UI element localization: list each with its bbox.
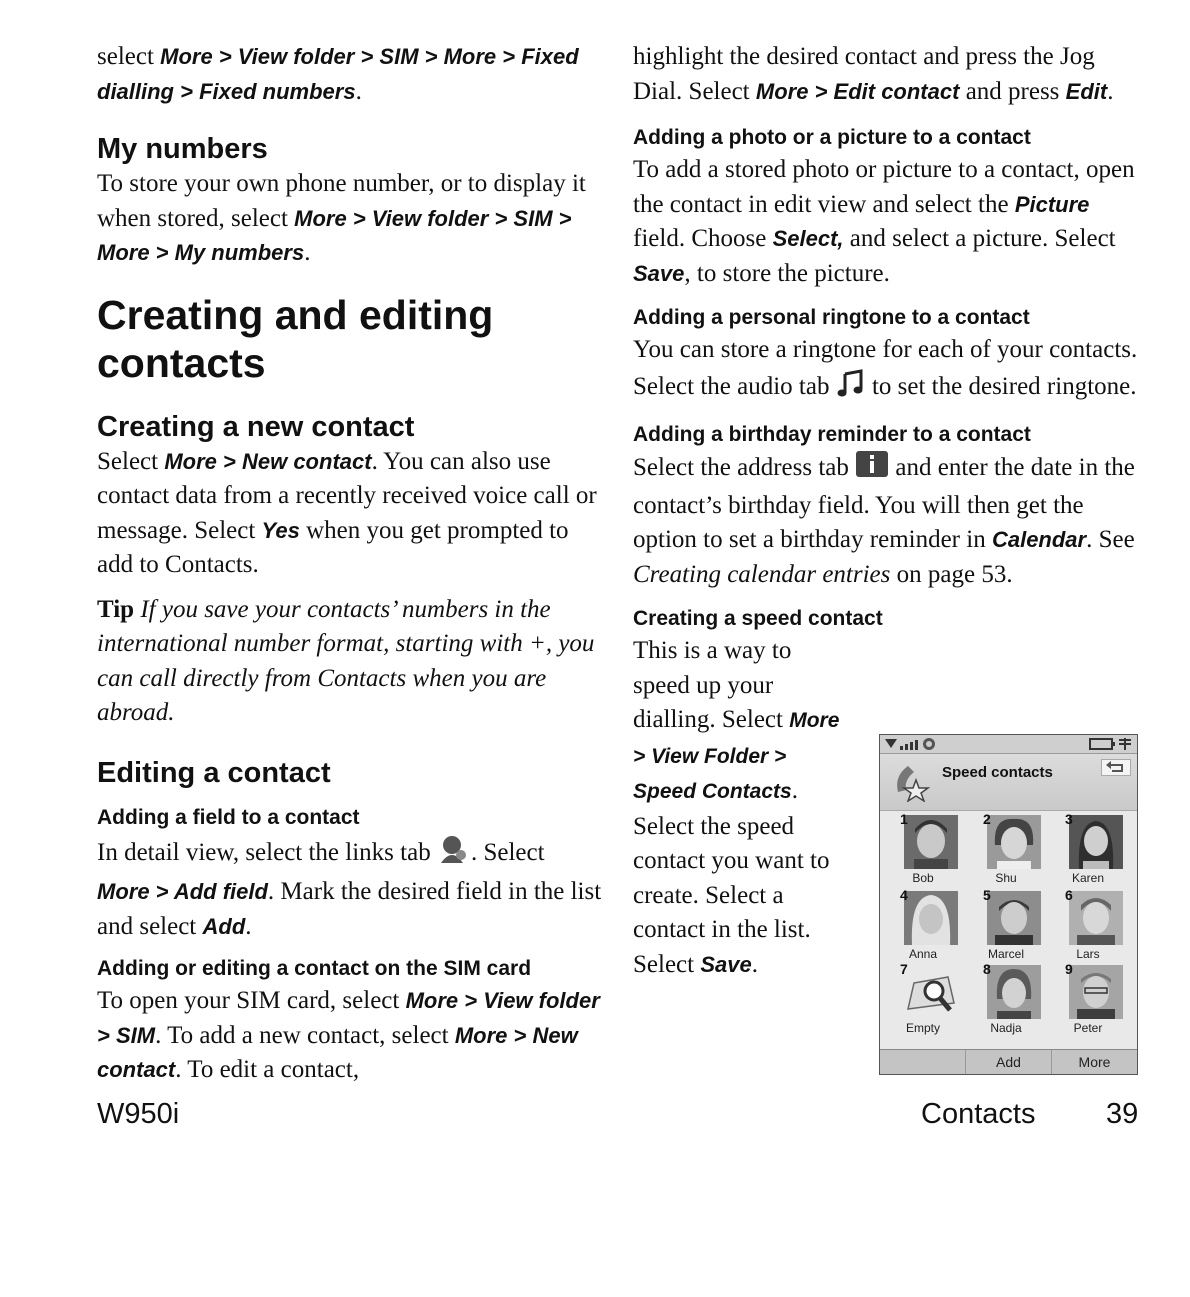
footer-model: W950i <box>97 1098 180 1130</box>
softkey-more[interactable]: More <box>1051 1050 1137 1074</box>
creating-contact-heading: Creating a new contact <box>97 410 415 443</box>
section-title: Creating and editing contacts <box>97 291 494 386</box>
softkey-bar <box>880 1049 1137 1074</box>
contact-name: Nadja <box>990 1021 1022 1035</box>
ringtone-paragraph: You can store a ringtone for each of your contacts. Select the audio tab to set the desired ringtone. <box>633 333 1138 408</box>
speed-contact-paragraph: This is a way to speed up your dialling. Select More > View Folder > Speed Contacts. Select the speed contact you want to create. Select a contact in the list. Select Save. <box>633 637 840 978</box>
editing-contact-heading: Editing a contact <box>97 756 331 789</box>
speed-contact-cell[interactable]: 3 Karen <box>1047 811 1129 887</box>
contact-photo <box>1069 965 1123 1019</box>
contact-photo <box>1069 891 1123 945</box>
contact-name: Empty <box>905 1021 940 1035</box>
adding-field-heading: Adding a field to a contact <box>97 805 360 829</box>
screen-titlebar <box>880 754 1137 811</box>
links-tab-icon <box>437 833 471 876</box>
contact-name: Peter <box>1073 1021 1103 1035</box>
contact-name: Shu <box>995 871 1017 885</box>
signal-icon <box>884 737 954 751</box>
status-bar <box>880 735 1137 754</box>
speed-contact-cell[interactable]: 9 Peter <box>1047 961 1129 1037</box>
my-numbers-paragraph: To store your own phone number, or to display it when stored, select More > View folder > SIM > More > My numbers. <box>97 170 586 266</box>
contact-photo <box>987 891 1041 945</box>
speed-contacts-grid <box>880 811 1137 1047</box>
my-numbers-heading: My numbers <box>97 133 268 165</box>
speed-contact-cell[interactable]: 8 Nadja <box>965 961 1047 1037</box>
sim-card-paragraph: To open your SIM card, select More > View folder > SIM. To add a new contact, select More > New contact. To edit a contact, <box>97 987 600 1083</box>
contact-photo <box>904 815 958 869</box>
birthday-heading: Adding a birthday reminder to a contact <box>633 423 1031 446</box>
contact-name: Marcel <box>987 947 1024 961</box>
sim-card-heading: Adding or editing a contact on the SIM card <box>97 957 532 980</box>
tip-paragraph: Tip If you save your contacts’ numbers in the international number format, starting with +, you can call directly from Contacts when you are abroad. <box>97 595 595 726</box>
back-button[interactable] <box>1101 759 1131 776</box>
adding-field-paragraph: In detail view, select the links tab . Select More > Add field. Mark the desired field in the list and select Add. <box>97 833 602 945</box>
contact-name: Bob <box>912 871 934 885</box>
photo-paragraph: To add a stored photo or picture to a contact, open the contact in edit view and select the Picture field. Choose Select, and select a picture. Select Save, to store the picture. <box>633 156 1135 287</box>
edit-contact-continuation: highlight the desired contact and press the Jog Dial. Select More > Edit contact and press Edit. <box>633 43 1114 105</box>
footer-page-number: 39 <box>1106 1098 1139 1130</box>
empty-slot-icon <box>904 965 958 1019</box>
softkey-add[interactable]: Add <box>965 1050 1051 1074</box>
speed-contacts-screenshot <box>879 734 1138 1075</box>
screen-title: Speed contacts <box>942 764 1053 781</box>
softkey-left[interactable] <box>880 1050 965 1074</box>
speed-contact-cell[interactable]: 1 Bob <box>882 811 964 887</box>
battery-icon <box>1089 737 1133 751</box>
contact-photo <box>987 815 1041 869</box>
contact-name: Anna <box>908 947 938 961</box>
ringtone-heading: Adding a personal ringtone to a contact <box>633 306 1030 329</box>
creating-contact-paragraph: Select More > New contact. You can also use contact data from a recently received voice call or message. Select Yes when you get prompted to add to Contacts. <box>97 447 597 578</box>
speed-contact-cell[interactable]: 4 Anna <box>882 887 964 963</box>
speed-contact-cell[interactable]: 7 Empty <box>882 961 964 1037</box>
contact-photo <box>904 891 958 945</box>
footer-section: Contacts <box>921 1098 1036 1130</box>
photo-heading: Adding a photo or a picture to a contact <box>633 126 1031 149</box>
address-tab-icon <box>855 450 889 489</box>
contact-name: Lars <box>1076 947 1100 961</box>
intro-paragraph: select More > View folder > SIM > More > Fixed dialling > Fixed numbers. <box>97 43 579 105</box>
contact-name: Karen <box>1071 871 1105 885</box>
speed-contact-star-icon <box>892 762 932 802</box>
back-arrow-icon <box>1102 760 1130 775</box>
speed-contact-cell[interactable]: 5 Marcel <box>965 887 1047 963</box>
contact-photo <box>987 965 1041 1019</box>
contact-photo <box>1069 815 1123 869</box>
birthday-paragraph: Select the address tab and enter the date in the contact’s birthday field. You will then get the option to set a birthday reminder in Calendar. See Creating calendar entries on page 53. <box>633 450 1138 592</box>
audio-tab-icon <box>836 368 866 409</box>
left-column <box>97 40 602 1088</box>
speed-contact-cell[interactable]: 6 Lars <box>1047 887 1129 963</box>
tip-label: Tip <box>97 595 135 623</box>
speed-contact-cell[interactable]: 2 Shu <box>965 811 1047 887</box>
speed-contact-heading: Creating a speed contact <box>633 607 883 630</box>
